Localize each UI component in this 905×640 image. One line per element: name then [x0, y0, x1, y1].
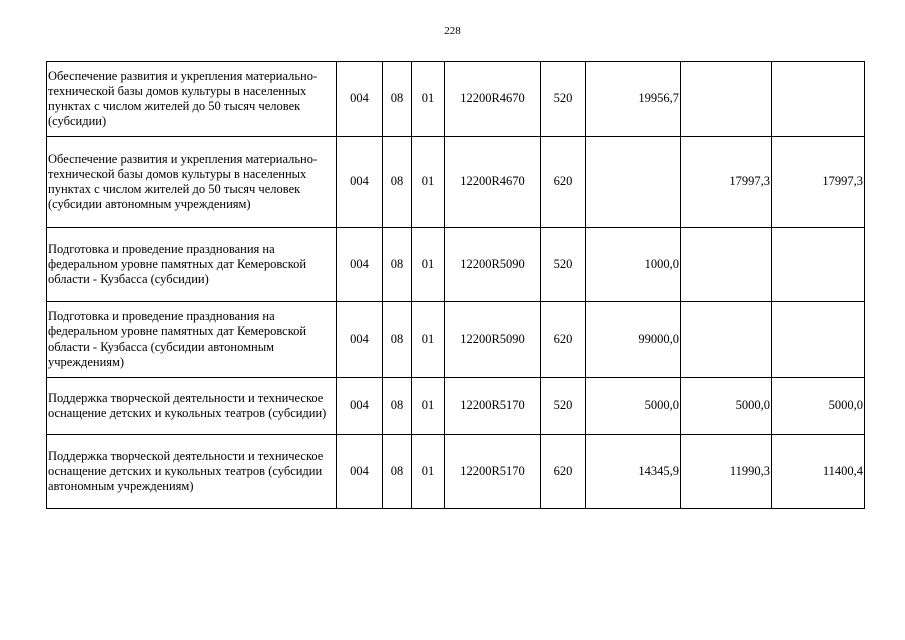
section-code-cell: 08 — [383, 62, 412, 137]
target-article-cell: 12200R5170 — [445, 435, 541, 509]
expense-type-cell: 520 — [541, 62, 586, 137]
table-row — [47, 435, 865, 509]
sum-year-3-cell: 11400,4 — [772, 435, 865, 509]
sum-year-2-cell — [681, 62, 772, 137]
ministry-code-cell: 004 — [337, 228, 383, 302]
sum-year-2-cell: 17997,3 — [681, 137, 772, 228]
sum-year-3-cell — [772, 302, 865, 378]
ministry-code-cell: 004 — [337, 62, 383, 137]
expense-type-cell: 620 — [541, 137, 586, 228]
sum-year-3-cell — [772, 62, 865, 137]
table-row — [47, 62, 865, 137]
table-row — [47, 302, 865, 378]
sum-year-2-cell — [681, 302, 772, 378]
target-article-cell: 12200R5090 — [445, 302, 541, 378]
section-code-cell: 08 — [383, 378, 412, 435]
expense-name-cell: Подготовка и проведение празднования на федеральном уровне памятных дат Кемеровской области - Кузбасса (субсидии автономным учреждениям) — [47, 302, 337, 378]
sum-year-3-cell — [772, 228, 865, 302]
budget-table — [46, 61, 865, 509]
table-row — [47, 378, 865, 435]
ministry-code-cell: 004 — [337, 137, 383, 228]
sum-year-2-cell — [681, 228, 772, 302]
sum-year-3-cell: 5000,0 — [772, 378, 865, 435]
sum-year-1-cell: 5000,0 — [586, 378, 681, 435]
table-row — [47, 228, 865, 302]
subsection-code-cell: 01 — [412, 137, 445, 228]
sum-year-1-cell: 99000,0 — [586, 302, 681, 378]
expense-type-cell: 520 — [541, 228, 586, 302]
subsection-code-cell: 01 — [412, 378, 445, 435]
sum-year-1-cell: 14345,9 — [586, 435, 681, 509]
ministry-code-cell: 004 — [337, 302, 383, 378]
subsection-code-cell: 01 — [412, 435, 445, 509]
sum-year-2-cell: 11990,3 — [681, 435, 772, 509]
section-code-cell: 08 — [383, 137, 412, 228]
target-article-cell: 12200R5170 — [445, 378, 541, 435]
target-article-cell: 12200R4670 — [445, 137, 541, 228]
sum-year-1-cell: 1000,0 — [586, 228, 681, 302]
ministry-code-cell: 004 — [337, 378, 383, 435]
section-code-cell: 08 — [383, 435, 412, 509]
expense-name-cell: Обеспечение развития и укрепления материально-технической базы домов культуры в населенных пунктах с числом жителей до 50 тысяч человек (субсидии автономным учреждениям) — [47, 137, 337, 228]
sum-year-1-cell: 19956,7 — [586, 62, 681, 137]
sum-year-1-cell — [586, 137, 681, 228]
ministry-code-cell: 004 — [337, 435, 383, 509]
subsection-code-cell: 01 — [412, 62, 445, 137]
section-code-cell: 08 — [383, 302, 412, 378]
table-row — [47, 137, 865, 228]
section-code-cell: 08 — [383, 228, 412, 302]
expense-type-cell: 620 — [541, 302, 586, 378]
sum-year-3-cell: 17997,3 — [772, 137, 865, 228]
expense-type-cell: 520 — [541, 378, 586, 435]
expense-name-cell: Обеспечение развития и укрепления материально-технической базы домов культуры в населенных пунктах с числом жителей до 50 тысяч человек (субсидии) — [47, 62, 337, 137]
expense-name-cell: Поддержка творческой деятельности и техническое оснащение детских и кукольных театров (субсидии) — [47, 378, 337, 435]
sum-year-2-cell: 5000,0 — [681, 378, 772, 435]
target-article-cell: 12200R5090 — [445, 228, 541, 302]
expense-type-cell: 620 — [541, 435, 586, 509]
subsection-code-cell: 01 — [412, 302, 445, 378]
page-number: 228 — [444, 25, 461, 37]
target-article-cell: 12200R4670 — [445, 62, 541, 137]
subsection-code-cell: 01 — [412, 228, 445, 302]
expense-name-cell: Подготовка и проведение празднования на федеральном уровне памятных дат Кемеровской области - Кузбасса (субсидии) — [47, 228, 337, 302]
expense-name-cell: Поддержка творческой деятельности и техническое оснащение детских и кукольных театров (субсидии автономным учреждениям) — [47, 435, 337, 509]
